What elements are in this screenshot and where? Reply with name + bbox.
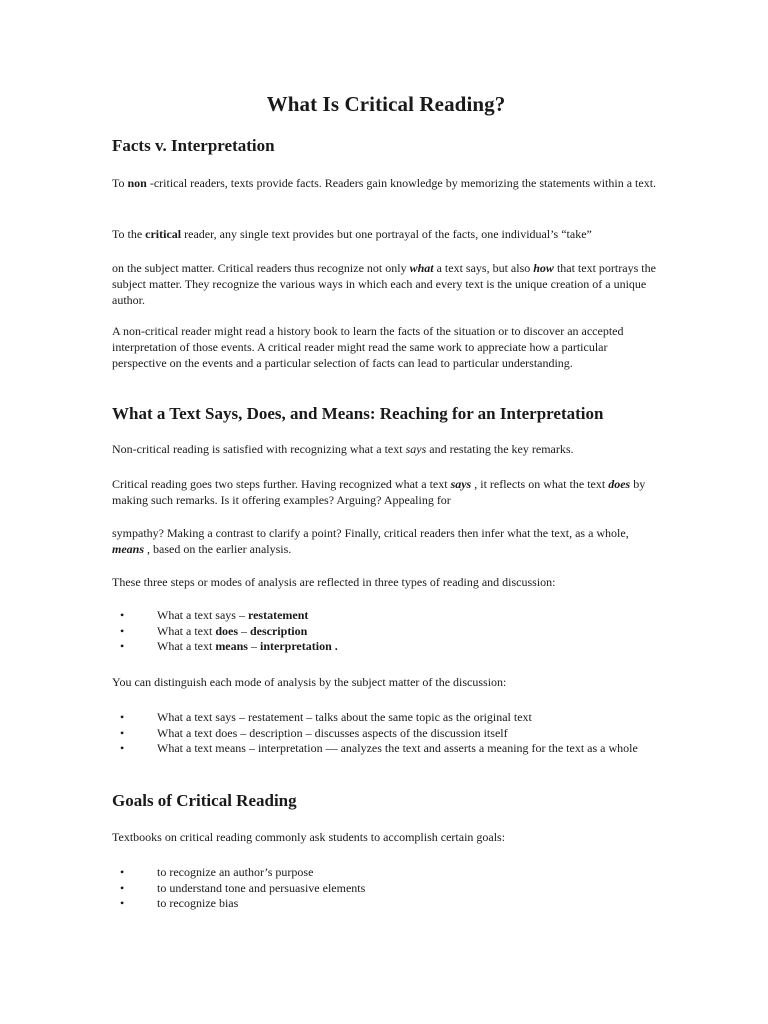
list-item: • What a text says – restatement – talks about the same topic as the original text	[120, 710, 532, 724]
bullet: •	[120, 639, 125, 653]
list-item: • What a text means – interpretation .	[120, 639, 338, 653]
list-item: • to recognize bias	[120, 896, 239, 910]
section-heading-facts: Facts v. Interpretation	[112, 136, 275, 155]
bullet: •	[120, 710, 125, 724]
goals-list	[112, 865, 660, 912]
paragraph: These three steps or modes of analysis are reflected in three types of reading and discussion:	[112, 575, 556, 589]
section-heading-says-does-means: What a Text Says, Does, and Means: Reaching for an Interpretation	[112, 404, 604, 423]
bullet: •	[120, 608, 125, 622]
paragraph: To non -critical readers, texts provide facts. Readers gain knowledge by memorizing the statements within a text.	[112, 176, 657, 190]
paragraph: Critical reading goes two steps further. Having recognized what a text says , it reflects on what the text does by making such remarks. Is it offering examples? Arguing? Appealing for	[112, 477, 646, 507]
bullet: •	[120, 725, 125, 740]
list-item: • What a text means – interpretation — analyzes the text and asserts a meaning for the text as a whole	[120, 741, 638, 755]
paragraph: Textbooks on critical reading commonly ask students to accomplish certain goals:	[112, 830, 506, 844]
bullet: •	[120, 741, 125, 755]
list-item: • to recognize an author’s purpose	[120, 865, 314, 879]
list-item: • What a text says – restatement	[120, 608, 309, 622]
bullet: •	[120, 623, 125, 638]
list-item: • What a text does – description	[120, 623, 308, 638]
bullet: •	[120, 865, 125, 879]
bullet: •	[120, 896, 125, 910]
paragraph: You can distinguish each mode of analysis by the subject matter of the discussion:	[112, 675, 507, 689]
paragraph: A non-critical reader might read a history book to learn the facts of the situation or to discover an accepted interpretation of those events. A critical reader might read the same work to appreciate how a particular perspective on the events and a particular selection of facts can lead to particular understanding.	[112, 324, 624, 370]
list-item: • What a text does – description – discusses aspects of the discussion itself	[120, 725, 508, 740]
bullet: •	[120, 880, 125, 895]
section-heading-goals: Goals of Critical Reading	[112, 791, 297, 810]
list-item: • to understand tone and persuasive elements	[120, 880, 366, 895]
modes-list	[112, 608, 660, 655]
paragraph: sympathy? Making a contrast to clarify a point? Finally, critical readers then infer what the text, as a whole, means , based on the earlier analysis.	[112, 526, 629, 556]
modes-detail-list	[112, 710, 660, 757]
paragraph: To the critical reader, any single text provides but one portrayal of the facts, one individual’s “take”	[112, 227, 592, 241]
page-title: What Is Critical Reading?	[266, 92, 506, 116]
paragraph: Non-critical reading is satisfied with recognizing what a text says and restating the key remarks.	[112, 442, 574, 456]
paragraph: on the subject matter. Critical readers thus recognize not only what a text says, but also how that text portrays the subject matter. They recognize the various ways in which each and every text is the unique creation of a unique author.	[112, 261, 656, 307]
